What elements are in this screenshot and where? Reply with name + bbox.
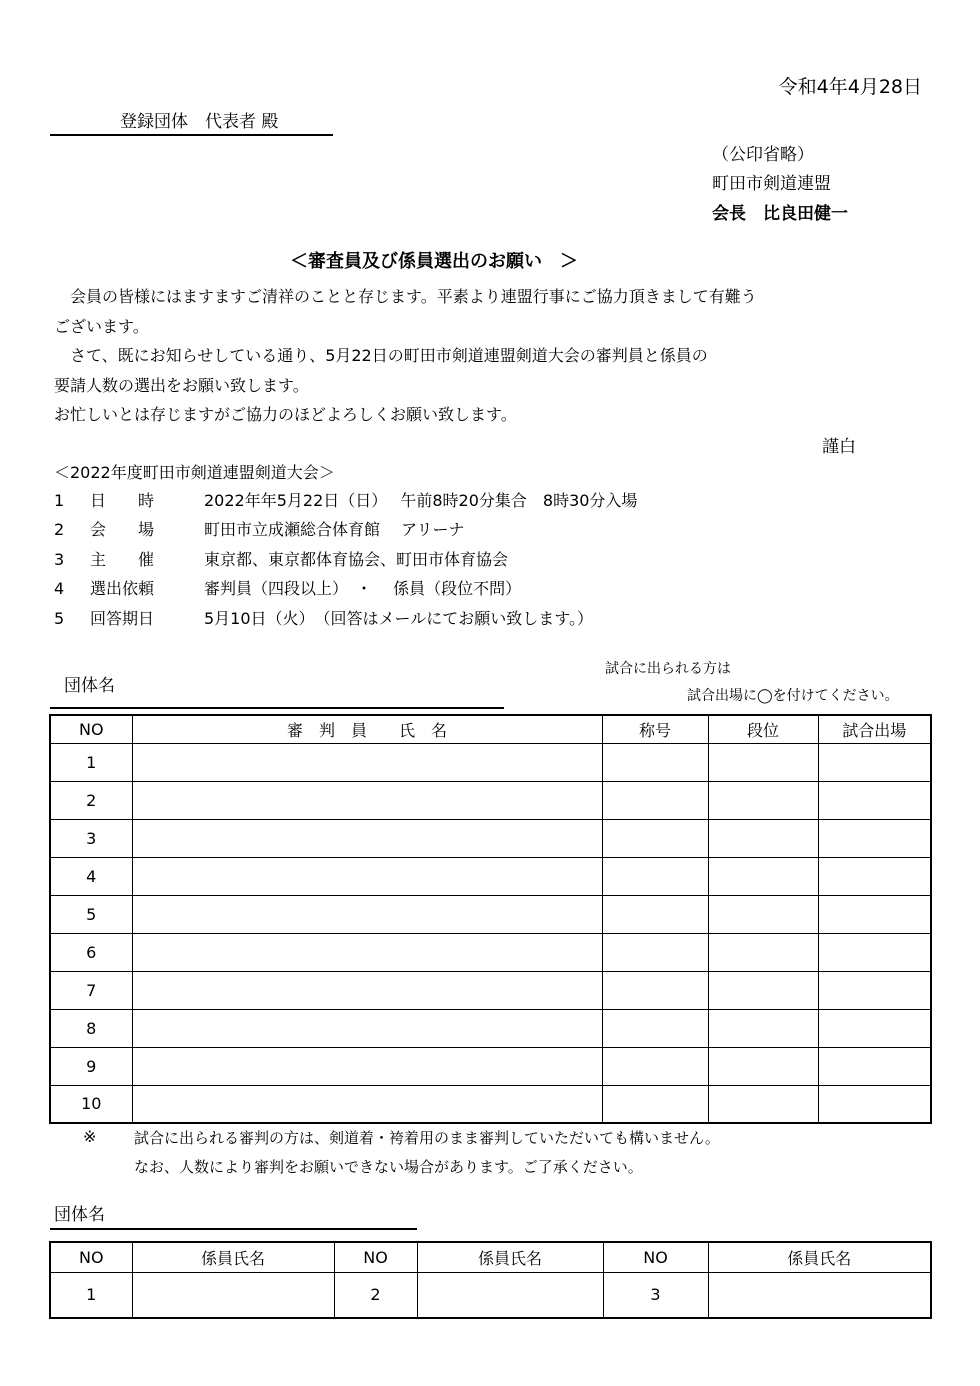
header-title: 称号	[602, 715, 708, 743]
row-number: 5	[50, 895, 132, 933]
judge-name-cell[interactable]	[132, 857, 602, 895]
judge-name-cell[interactable]	[132, 781, 602, 819]
judge-name-cell[interactable]	[132, 1085, 602, 1123]
title-cell[interactable]	[602, 1047, 708, 1085]
header-staff-name: 係員氏名	[417, 1242, 603, 1272]
match-entry-cell[interactable]	[818, 781, 931, 819]
rank-cell[interactable]	[708, 895, 818, 933]
match-entry-cell[interactable]	[818, 895, 931, 933]
row-number: 3	[50, 819, 132, 857]
rank-cell[interactable]	[708, 857, 818, 895]
table-row	[50, 857, 931, 895]
judges-table-header	[50, 715, 931, 743]
row-number: 2	[50, 781, 132, 819]
judge-name-cell[interactable]	[132, 1009, 602, 1047]
title-cell[interactable]	[602, 1009, 708, 1047]
header-judge-name: 審 判 員 氏 名	[132, 715, 602, 743]
table-row	[50, 1085, 931, 1123]
staff-name-cell[interactable]	[708, 1272, 931, 1318]
judge-name-cell[interactable]	[132, 1047, 602, 1085]
judge-name-cell[interactable]	[132, 895, 602, 933]
rank-cell[interactable]	[708, 1085, 818, 1123]
row-number: 1	[50, 1272, 132, 1318]
seal-omitted-note: （公印省略）	[712, 145, 814, 165]
item-number: 5	[54, 609, 65, 628]
footnote-line-1: 試合に出られる審判の方は、剣道着・袴着用のまま審判していただいても構いません。	[134, 1129, 720, 1147]
match-note-line-1: 試合に出られる方は	[605, 661, 731, 677]
rank-cell[interactable]	[708, 781, 818, 819]
row-number: 1	[50, 743, 132, 781]
rank-cell[interactable]	[708, 971, 818, 1009]
header-rank: 段位	[708, 715, 818, 743]
item-value: 審判員（四段以上） ・ 係員（段位不問）	[204, 579, 522, 598]
item-number: 4	[54, 579, 65, 598]
match-entry-cell[interactable]	[818, 857, 931, 895]
item-label: 会 場	[90, 520, 155, 539]
table-row	[50, 1272, 931, 1318]
staff-name-cell[interactable]	[132, 1272, 334, 1318]
row-number: 9	[50, 1047, 132, 1085]
row-number: 10	[50, 1085, 132, 1123]
event-item-3	[54, 545, 508, 575]
item-number: 1	[54, 491, 65, 510]
row-number: 4	[50, 857, 132, 895]
staff-table	[49, 1241, 932, 1319]
item-label: 主 催	[90, 550, 155, 569]
header-match-entry: 試合出場	[818, 715, 931, 743]
addressee: 登録団体 代表者 殿	[120, 112, 279, 132]
match-entry-cell[interactable]	[818, 971, 931, 1009]
event-item-2	[54, 515, 464, 545]
title-cell[interactable]	[602, 1085, 708, 1123]
title-cell[interactable]	[602, 743, 708, 781]
header-no: NO	[50, 715, 132, 743]
match-entry-cell[interactable]	[818, 933, 931, 971]
table-row	[50, 819, 931, 857]
document-title: ＜審査員及び係員選出のお願い ＞	[290, 251, 578, 272]
item-label: 回答期日	[90, 609, 155, 628]
item-number: 2	[54, 520, 65, 539]
title-cell[interactable]	[602, 857, 708, 895]
title-cell[interactable]	[602, 933, 708, 971]
closing-phrase: 謹白	[822, 437, 856, 457]
body-line-5: お忙しいとは存じますがご協力のほどよろしくお願い致します。	[54, 405, 517, 424]
staff-name-cell[interactable]	[417, 1272, 603, 1318]
table-row	[50, 781, 931, 819]
row-number: 7	[50, 971, 132, 1009]
title-cell[interactable]	[602, 895, 708, 933]
table-row	[50, 933, 931, 971]
event-item-1	[54, 486, 637, 516]
judge-name-cell[interactable]	[132, 819, 602, 857]
table-row	[50, 743, 931, 781]
match-entry-cell[interactable]	[818, 819, 931, 857]
row-number: 6	[50, 933, 132, 971]
rank-cell[interactable]	[708, 743, 818, 781]
rank-cell[interactable]	[708, 1009, 818, 1047]
sender-president: 会長 比良田健一	[712, 204, 848, 224]
judges-group-underline[interactable]	[50, 707, 504, 709]
judge-name-cell[interactable]	[132, 933, 602, 971]
item-value: 2022年年5月22日（日） 午前8時20分集合 8時30分入場	[204, 491, 638, 510]
item-value: 5月10日（火） （回答はメールにてお願い致します。）	[204, 609, 593, 628]
title-cell[interactable]	[602, 819, 708, 857]
event-header: ＜2022年度町田市剣道連盟剣道大会＞	[54, 463, 335, 482]
judges-group-label: 団体名	[64, 676, 115, 696]
row-number: 8	[50, 1009, 132, 1047]
addressee-underline	[50, 134, 333, 136]
footnote-mark: ※	[83, 1127, 97, 1146]
header-no: NO	[603, 1242, 708, 1272]
header-no: NO	[50, 1242, 132, 1272]
table-row	[50, 895, 931, 933]
item-label: 日 時	[90, 491, 155, 510]
match-note-line-2: 試合出場に◯を付けてください。	[687, 688, 899, 704]
header-no: NO	[334, 1242, 417, 1272]
header-staff-name: 係員氏名	[708, 1242, 931, 1272]
footnote-line-2: なお、人数により審判をお願いできない場合があります。ご了承ください。	[134, 1158, 643, 1176]
document-date: 令和4年4月28日	[778, 76, 922, 98]
match-entry-cell[interactable]	[818, 1009, 931, 1047]
sender-organization: 町田市剣道連盟	[712, 174, 831, 194]
staff-group-underline[interactable]	[50, 1228, 417, 1230]
judge-name-cell[interactable]	[132, 971, 602, 1009]
rank-cell[interactable]	[708, 819, 818, 857]
body-line-1: 会員の皆様にはますますご清祥のことと存じます。平素より連盟行事にご協力頂きまして有難う	[54, 287, 757, 306]
judge-name-cell[interactable]	[132, 743, 602, 781]
table-row	[50, 971, 931, 1009]
staff-table-header	[50, 1242, 931, 1272]
body-line-3: さて、既にお知らせしている通り、5月22日の町田市剣道連盟剣道大会の審判員と係員の	[54, 346, 708, 365]
row-number: 3	[603, 1272, 708, 1318]
header-staff-name: 係員氏名	[132, 1242, 334, 1272]
table-row	[50, 1047, 931, 1085]
item-label: 選出依頼	[90, 579, 155, 598]
item-value: 東京都、東京都体育協会、町田市体育協会	[204, 550, 509, 569]
judges-table	[49, 714, 932, 1124]
title-cell[interactable]	[602, 971, 708, 1009]
title-cell[interactable]	[602, 781, 708, 819]
rank-cell[interactable]	[708, 1047, 818, 1085]
item-number: 3	[54, 550, 65, 569]
rank-cell[interactable]	[708, 933, 818, 971]
match-entry-cell[interactable]	[818, 1047, 931, 1085]
event-item-4	[54, 574, 521, 604]
match-entry-cell[interactable]	[818, 743, 931, 781]
event-item-5	[54, 604, 593, 634]
row-number: 2	[334, 1272, 417, 1318]
body-line-2: ございます。	[54, 317, 149, 336]
staff-group-label: 団体名	[54, 1205, 105, 1225]
table-row	[50, 1009, 931, 1047]
match-entry-cell[interactable]	[818, 1085, 931, 1123]
body-line-4: 要請人数の選出をお願い致します。	[54, 376, 309, 395]
item-value: 町田市立成瀬総合体育館 アリーナ	[204, 520, 465, 539]
